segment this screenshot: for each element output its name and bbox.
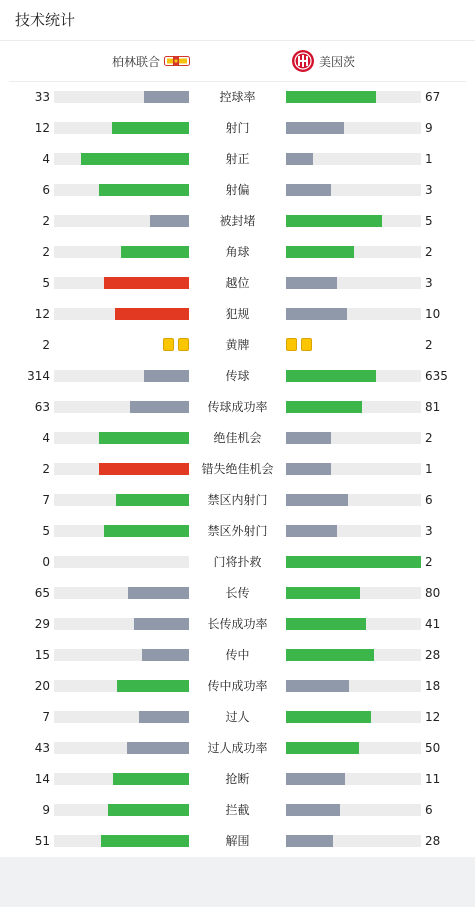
away-stat-bar (286, 649, 374, 661)
home-stat-bar-track (54, 618, 189, 630)
stat-label: 黄牌 (225, 338, 250, 352)
away-stat-bar-track (286, 215, 421, 227)
away-stat-bar (286, 122, 344, 134)
away-stat-bar-track (286, 556, 421, 568)
home-stat-bar-track (54, 742, 189, 754)
home-stat-bar (127, 742, 189, 754)
home-stat-bar-track (54, 370, 189, 382)
home-stat-bar-track (54, 587, 189, 599)
stat-row (0, 825, 475, 856)
home-stat-bar-track (54, 401, 189, 413)
home-team-name: 柏林联合 (111, 54, 160, 69)
stat-row (0, 701, 475, 732)
away-stat-value: 41 (425, 617, 441, 631)
away-stat-bar-track (286, 494, 421, 506)
away-stat-bar-track (286, 153, 421, 165)
home-stat-value: 7 (42, 493, 50, 507)
away-stat-bar (286, 463, 331, 475)
away-stat-bar-track (286, 91, 421, 103)
home-stat-bar-track (54, 122, 189, 134)
yellow-card-icon (163, 338, 174, 351)
home-stat-bar-track (54, 680, 189, 692)
stat-label: 解围 (225, 834, 250, 848)
home-stat-bar (144, 370, 189, 382)
home-stat-bar-track (54, 277, 189, 289)
teams-header (9, 41, 466, 82)
home-stat-bar (99, 184, 189, 196)
stat-row (0, 205, 475, 236)
stat-row (0, 608, 475, 639)
away-stat-bar (286, 494, 348, 506)
home-stat-value: 14 (34, 772, 50, 786)
home-stat-value: 12 (34, 307, 50, 321)
away-stat-value: 6 (425, 803, 433, 817)
home-stat-value: 2 (42, 245, 50, 259)
home-stat-value: 2 (42, 462, 50, 476)
home-stat-value: 15 (34, 648, 50, 662)
away-stat-value: 3 (425, 276, 433, 290)
away-stat-value: 3 (425, 183, 433, 197)
home-stat-value: 9 (42, 803, 50, 817)
stat-row (0, 267, 475, 298)
home-stat-value: 5 (42, 276, 50, 290)
away-stat-value: 50 (425, 741, 441, 755)
away-stat-bar-track (286, 370, 421, 382)
stat-label: 长传 (225, 586, 250, 600)
away-stat-bar (286, 742, 359, 754)
home-stat-bar-track (54, 215, 189, 227)
home-stat-bar (104, 525, 189, 537)
home-stat-bar-track (54, 494, 189, 506)
home-stat-value: 4 (42, 152, 50, 166)
away-stat-bar-track (286, 246, 421, 258)
stat-row (0, 670, 475, 701)
home-stat-bar (81, 153, 189, 165)
home-stat-value: 6 (42, 183, 50, 197)
home-stat-bar-track (54, 649, 189, 661)
stat-label: 传球成功率 (207, 400, 268, 414)
away-stat-value: 2 (425, 245, 433, 259)
home-stat-bar-track (54, 556, 189, 568)
away-stat-value: 18 (425, 679, 441, 693)
home-stat-bar (112, 122, 189, 134)
home-stat-bar-track (54, 463, 189, 475)
away-stat-bar-track (286, 184, 421, 196)
away-stat-bar-track (286, 649, 421, 661)
yellow-card-icon (301, 338, 312, 351)
stat-row (0, 112, 475, 143)
stat-label: 门将扑救 (213, 555, 262, 569)
mainz-05-crest-icon (291, 49, 315, 73)
home-stat-value: 314 (27, 369, 50, 383)
home-yellow-cards (163, 338, 189, 351)
away-stat-bar (286, 184, 331, 196)
away-stat-bar (286, 370, 376, 382)
away-stat-value: 3 (425, 524, 433, 538)
away-stat-bar-track (286, 804, 421, 816)
away-stat-value: 5 (425, 214, 433, 228)
away-stat-bar (286, 215, 382, 227)
home-stat-bar-track (54, 184, 189, 196)
stat-label: 拦截 (225, 803, 250, 817)
home-stat-value: 4 (42, 431, 50, 445)
home-stat-value: 12 (34, 121, 50, 135)
away-stat-bar-track (286, 773, 421, 785)
away-stat-value: 1 (425, 152, 433, 166)
home-stat-bar-track (54, 432, 189, 444)
away-stat-value: 28 (425, 834, 441, 848)
stat-label: 绝佳机会 (213, 431, 262, 445)
away-stat-value: 80 (425, 586, 441, 600)
away-stat-value: 2 (425, 555, 433, 569)
home-stat-bar (150, 215, 189, 227)
page-title: 技术统计 (0, 0, 475, 41)
yellow-card-icon (178, 338, 189, 351)
stat-label: 传中成功率 (207, 679, 268, 693)
away-stat-value: 9 (425, 121, 433, 135)
home-stat-bar-track (54, 835, 189, 847)
away-stat-bar-track (286, 618, 421, 630)
away-stat-bar-track (286, 277, 421, 289)
stat-row (0, 453, 475, 484)
away-stat-bar-track (286, 308, 421, 320)
stat-row (0, 329, 475, 360)
stat-row (0, 236, 475, 267)
stat-label: 控球率 (219, 90, 256, 104)
stat-row (0, 360, 475, 391)
away-stat-bar-track (286, 680, 421, 692)
home-stat-bar (104, 277, 189, 289)
away-stat-value: 1 (425, 462, 433, 476)
home-stat-value: 2 (42, 214, 50, 228)
home-stat-bar (142, 649, 189, 661)
yellow-card-icon (286, 338, 297, 351)
away-stat-bar (286, 556, 421, 568)
home-stat-value: 2 (42, 338, 50, 352)
away-stat-bar (286, 308, 347, 320)
home-team[interactable] (112, 41, 190, 81)
stat-row (0, 639, 475, 670)
home-stat-value: 63 (34, 400, 50, 414)
away-stat-bar (286, 804, 340, 816)
home-stat-bar (108, 804, 189, 816)
away-stat-bar (286, 680, 349, 692)
home-stat-bar (99, 463, 189, 475)
home-stat-value: 65 (34, 586, 50, 600)
stat-row (0, 143, 475, 174)
away-stat-bar (286, 587, 360, 599)
home-stat-bar-track (54, 525, 189, 537)
home-stat-bar-track (54, 246, 189, 258)
away-stat-bar (286, 401, 362, 413)
home-stat-bar (134, 618, 189, 630)
stat-row (0, 732, 475, 763)
home-stat-value: 7 (42, 710, 50, 724)
stat-label: 射偏 (225, 183, 250, 197)
away-stat-bar-track (286, 401, 421, 413)
away-stat-bar (286, 773, 345, 785)
stat-label: 传球 (225, 369, 250, 383)
home-stat-bar (128, 587, 189, 599)
home-stat-value: 43 (34, 741, 50, 755)
stat-row (0, 298, 475, 329)
home-stat-value: 29 (34, 617, 50, 631)
home-stat-bar (99, 432, 189, 444)
stat-label: 错失绝佳机会 (201, 462, 274, 476)
stat-label: 角球 (225, 245, 250, 259)
away-stat-bar-track (286, 587, 421, 599)
home-stat-bar (139, 711, 189, 723)
stat-label: 被封堵 (219, 214, 256, 228)
home-stat-bar-track (54, 91, 189, 103)
stat-label: 越位 (225, 276, 250, 290)
home-stat-bar (116, 494, 189, 506)
away-stat-bar-track (286, 742, 421, 754)
away-stat-value: 2 (425, 338, 433, 352)
away-stat-bar (286, 432, 331, 444)
stat-label: 过人成功率 (207, 741, 268, 755)
home-stat-value: 51 (34, 834, 50, 848)
home-stat-bar-track (54, 804, 189, 816)
home-stat-bar-track (54, 153, 189, 165)
stats-list (0, 81, 475, 856)
away-team[interactable] (291, 41, 355, 81)
home-stat-bar-track (54, 308, 189, 320)
away-stat-bar-track (286, 463, 421, 475)
stat-label: 长传成功率 (207, 617, 268, 631)
away-stat-bar-track (286, 835, 421, 847)
away-yellow-cards (286, 338, 312, 351)
stat-label: 过人 (225, 710, 250, 724)
stat-row (0, 515, 475, 546)
home-stat-bar-track (54, 711, 189, 723)
away-stat-bar-track (286, 525, 421, 537)
stat-label: 犯规 (225, 307, 250, 321)
home-stat-value: 5 (42, 524, 50, 538)
home-stat-bar (101, 835, 189, 847)
stat-label: 抢断 (225, 772, 250, 786)
away-stat-value: 10 (425, 307, 441, 321)
away-stat-bar-track (286, 432, 421, 444)
away-stat-value: 635 (425, 369, 448, 383)
stat-row (0, 391, 475, 422)
stat-row (0, 484, 475, 515)
stat-row (0, 422, 475, 453)
away-stat-bar-track (286, 711, 421, 723)
stat-row (0, 763, 475, 794)
stat-label: 禁区内射门 (207, 493, 268, 507)
home-stat-bar (144, 91, 189, 103)
stat-row (0, 546, 475, 577)
stat-row (0, 81, 475, 112)
away-stat-bar (286, 277, 337, 289)
away-stat-bar (286, 246, 354, 258)
home-stat-value: 0 (42, 555, 50, 569)
home-stat-bar (130, 401, 189, 413)
home-stat-bar-track (54, 773, 189, 785)
stat-row (0, 577, 475, 608)
away-stat-value: 11 (425, 772, 441, 786)
stat-row (0, 794, 475, 825)
home-stat-bar (113, 773, 189, 785)
stat-label: 传中 (225, 648, 250, 662)
home-stat-bar (117, 680, 189, 692)
away-stat-bar (286, 711, 371, 723)
home-stat-bar (121, 246, 189, 258)
away-stat-value: 28 (425, 648, 441, 662)
stat-label: 射门 (225, 121, 250, 135)
stat-row (0, 174, 475, 205)
away-stat-value: 12 (425, 710, 441, 724)
union-berlin-crest-icon (164, 55, 190, 67)
home-stat-value: 33 (34, 90, 50, 104)
away-stat-bar-track (286, 122, 421, 134)
home-stat-value: 20 (34, 679, 50, 693)
away-stat-bar (286, 835, 333, 847)
away-team-name: 美因茨 (319, 54, 356, 69)
stat-label: 禁区外射门 (207, 524, 268, 538)
away-stat-value: 67 (425, 90, 441, 104)
away-stat-bar (286, 618, 366, 630)
stat-label: 射正 (225, 152, 250, 166)
home-stat-bar (115, 308, 189, 320)
away-stat-value: 6 (425, 493, 433, 507)
away-stat-bar (286, 153, 313, 165)
away-stat-value: 2 (425, 431, 433, 445)
away-stat-bar (286, 525, 337, 537)
away-stat-value: 81 (425, 400, 441, 414)
away-stat-bar (286, 91, 376, 103)
